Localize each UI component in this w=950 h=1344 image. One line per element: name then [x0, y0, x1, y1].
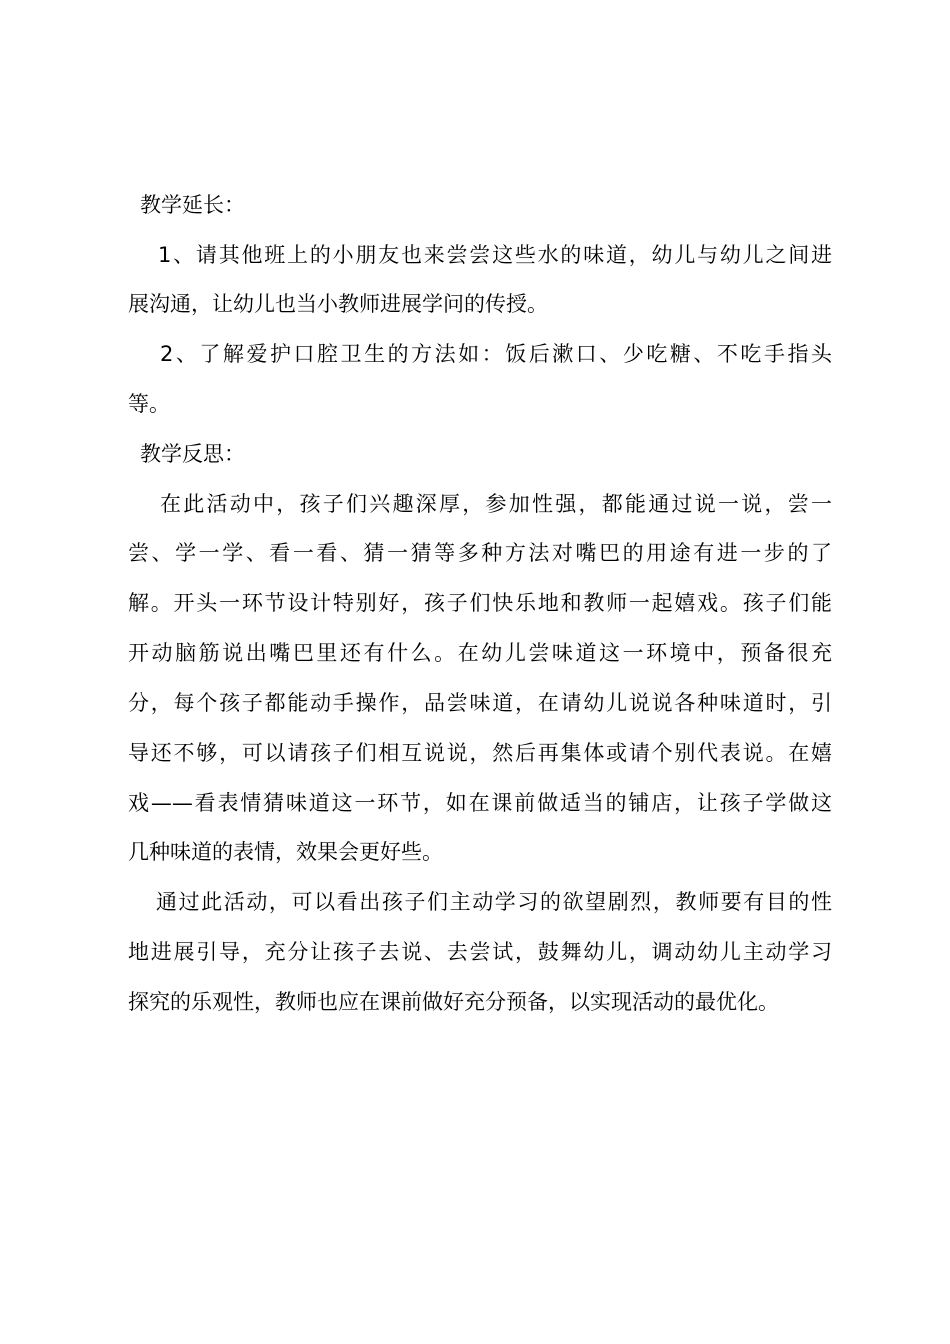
paragraph-line: 分，每个孩子都能动手操作，品尝味道，在请幼儿说说各种味道时，引	[128, 691, 832, 715]
paragraph-line: 几种味道的表情，效果会更好些。	[128, 840, 443, 864]
paragraph-line: 2、了解爱护口腔卫生的方法如：饭后漱口、少吃糖、不吃手指头	[160, 342, 832, 366]
paragraph-line: 等。	[128, 392, 170, 416]
paragraph-line: 尝、学一学、看一看、猜一猜等多种方法对嘴巴的用途有进一步的了	[128, 541, 832, 565]
paragraph-line: 在此活动中，孩子们兴趣深厚，参加性强，都能通过说一说，尝一	[160, 492, 832, 516]
paragraph-line: 展沟通，让幼儿也当小教师进展学问的传授。	[128, 292, 548, 316]
paragraph-line: 地进展引导，充分让孩子去说、去尝试，鼓舞幼儿，调动幼儿主动学习	[128, 940, 832, 964]
paragraph-line: 通过此活动，可以看出孩子们主动学习的欲望剧烈，教师要有目的性	[156, 890, 832, 914]
paragraph-line: 探究的乐观性，教师也应在课前做好充分预备，以实现活动的最优化。	[128, 990, 779, 1014]
paragraph-line: 解。开头一环节设计特别好，孩子们快乐地和教师一起嬉戏。孩子们能	[128, 591, 832, 615]
heading-teaching-reflection: 教学反思：	[140, 442, 245, 466]
paragraph-line: 1、请其他班上的小朋友也来尝尝这些水的味道，幼儿与幼儿之间进	[158, 243, 832, 267]
heading-teaching-extension: 教学延长：	[140, 193, 245, 217]
paragraph-line: 戏——看表情猜味道这一环节，如在课前做适当的铺店，让孩子学做这	[128, 791, 832, 815]
paragraph-line: 导还不够，可以请孩子们相互说说，然后再集体或请个别代表说。在嬉	[128, 741, 832, 765]
paragraph-line: 开动脑筋说出嘴巴里还有什么。在幼儿尝味道这一环境中，预备很充	[128, 641, 832, 665]
